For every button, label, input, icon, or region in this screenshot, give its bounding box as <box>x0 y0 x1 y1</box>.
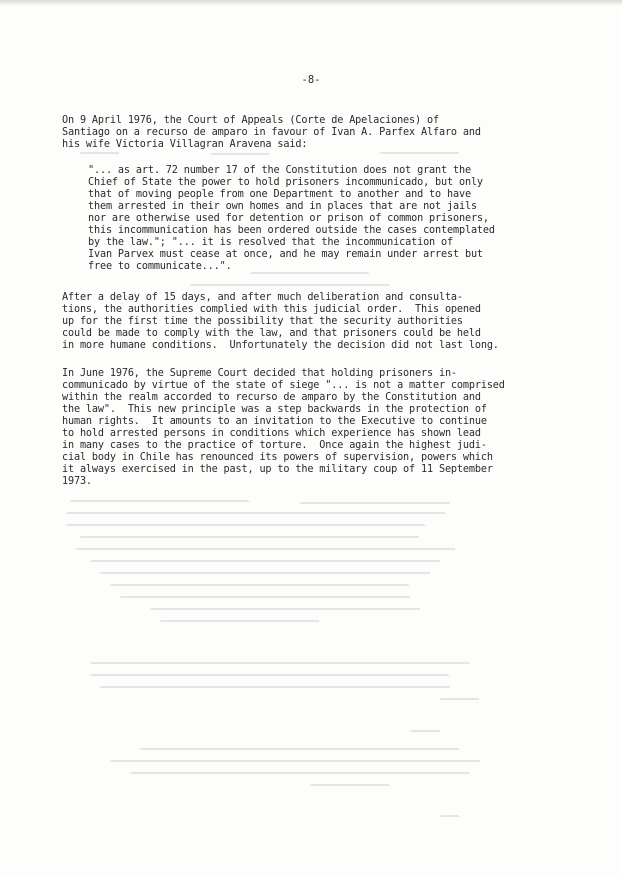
paragraph-3-line: the law". This new principle was a step backwards in the protection of <box>62 404 487 415</box>
paragraph-3-line: In June 1976, the Supreme Court decided that holding prisoners in- <box>62 368 457 379</box>
paragraph-3-line: cial body in Chile has renounced its powers of supervision, powers which <box>62 452 493 463</box>
page-number: -8- <box>301 74 321 86</box>
quote-line: this incommunication has been ordered outside the cases contemplated <box>88 225 495 236</box>
paragraph-2-line: After a delay of 15 days, and after much deliberation and consulta- <box>62 292 463 303</box>
quote-line: free to communicate...". <box>88 261 232 272</box>
paragraph-3-line: human rights. It amounts to an invitation to the Executive to continue <box>62 416 487 427</box>
paragraph-3-line: to hold arrested persons in conditions which experience has shown lead <box>62 428 481 439</box>
paragraph-3-line: it always exercised in the past, up to the military coup of 11 September <box>62 464 493 475</box>
paragraph-2-line: could be made to comply with the law, and that prisoners could be held <box>62 328 481 339</box>
quote-line: "... as art. 72 number 17 of the Constitution does not grant the <box>88 165 471 176</box>
paragraph-2-line: up for the first time the possibility that the security authorities <box>62 316 463 327</box>
quote-line: nor are otherwise used for detention or prison of common prisoners, <box>88 213 489 224</box>
paragraph-3-line: in many cases to the practice of torture. Once again the highest judi- <box>62 440 487 451</box>
paragraph-2-line: tions, the authorities complied with this judicial order. This opened <box>62 304 481 315</box>
paragraph-3-line: 1973. <box>62 476 92 487</box>
scan-edge-shadow <box>0 0 622 6</box>
paragraph-2-line: in more humane conditions. Unfortunately the decision did not last long. <box>62 340 499 351</box>
paragraph-1-line: his wife Victoria Villagran Aravena said: <box>62 139 308 150</box>
paragraph-1-line: Santiago on a recurso de amparo in favour of Ivan A. Parfex Alfaro and <box>62 127 481 138</box>
quote-line: that of moving people from one Department to another and to have <box>88 189 471 200</box>
paragraph-3-line: communicado by virtue of the state of siege "... is not a matter comprised <box>62 380 505 391</box>
paragraph-3-line: within the realm accorded to recurso de amparo by the Constitution and <box>62 392 481 403</box>
quote-line: them arrested in their own homes and in places that are not jails <box>88 201 477 212</box>
quote-line: Chief of State the power to hold prisoners incommunicado, but only <box>88 177 483 188</box>
paragraph-1-line: On 9 April 1976, the Court of Appeals (Corte de Apelaciones) of <box>62 115 439 126</box>
quote-line: by the law."; "... it is resolved that the incommunication of <box>88 237 453 248</box>
quote-line: Ivan Parvex must cease at once, and he may remain under arrest but <box>88 249 483 260</box>
